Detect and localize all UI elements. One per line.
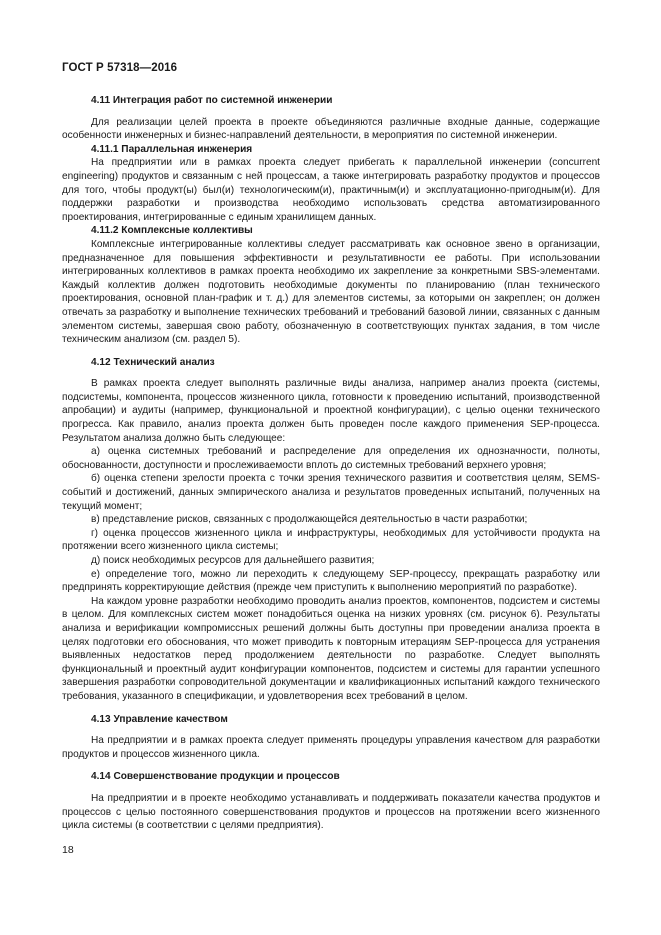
paragraph: На каждом уровне разработки необходимо проводить анализ проектов, компонентов, подсистем и системы в целом. Для комплексных систем может понадобиться оценка на низких уровнях (см. рисунок 6). Результаты анализа и верификации компромиссных решений должны быть доступны при проведении анализа проекта в целях подготовки его обоснования, что может приводить к повторным итерациям SEP-процесса для устранения выявленных недостатков перед продолжением деятельности по разработке. Следует выполнять функциональный и проектный аудит конфигурации компонентов, подсистем и системы для гарантии успешного завершения разработки сопроводительной документации и квалификационных испытаний каждого технического требования, указанного в спецификации, и удовлетворения всех требований в целом. xyxy=(62,595,600,702)
section-heading-4-11-2: 4.11.2 Комплексные коллективы xyxy=(91,225,253,237)
list-item: г) оценка процессов жизненного цикла и инфраструктуры, необходимых для устойчивости продукта на протяжении всего жизненного цикла системы; xyxy=(62,527,600,553)
list-item: д) поиск необходимых ресурсов для дальнейшего развития; xyxy=(91,555,375,566)
paragraph: На предприятии и в проекте необходимо устанавливать и поддерживать показатели качества продуктов и процессов с целью постоянного совершенствования продуктов и процессов на протяжении всего жизненного цикла системы (в соответствии с целями предприятия). xyxy=(62,792,600,832)
section-heading-4-14: 4.14 Совершенствование продукции и процессов xyxy=(91,771,340,783)
list-item: е) определение того, можно ли переходить к следующему SEP-процессу, прекращать разработку или предпринять корректирующие действия (прежде чем приступить к выполнению мероприятий по разработке). xyxy=(62,568,600,594)
paragraph: На предприятии или в рамках проекта следует прибегать к параллельной инженерии (concurrent engineering) продуктов и связанным с ней процессам, а также интегрировать разработку продуктов и процессов для того, чтобы продукт(ы) был(и) технологическим(и), практичным(и) и эксплуатационно-пригодным(и). Для поддержки разработки и производства необходимо использовать средства автоматизированного проектирования, интегрированные с единым хранилищем данных. xyxy=(62,157,600,223)
page-content xyxy=(62,94,600,833)
paragraph: В рамках проекта следует выполнять различные виды анализа, например анализ проекта (системы, подсистемы, компонента, процессов жизненного цикла, готовности к проведению испытаний, производственной апробации) и аудиты (например, функциональной и проектной конфигурации), с целью оценки технического прогресса. Как правило, анализ проекта должен быть проведен после каждого применения SEP-процесса. Результатом анализа должно быть следующее: xyxy=(62,378,600,444)
paragraph: Для реализации целей проекта в проекте объединяются различные входные данные, содержащие особенности инженерных и бизнес-направлений деятельности, в мероприятия по системной инженерии. xyxy=(62,116,600,142)
page-number: 18 xyxy=(62,844,74,856)
list-item: а) оценка системных требований и распределение для определения их однозначности, полноты, обоснованности, доступности и прослеживаемости вплоть до системных требований верхнего уровня; xyxy=(62,446,600,471)
section-heading-4-11: 4.11 Интеграция работ по системной инженерии xyxy=(91,95,333,106)
list-item: б) оценка степени зрелости проекта с точки зрения технического развития и соответствия целям, SEMS-событий и достижений, данных эмпирического анализа и результатов проведенных испытаний, полученных на текущий момент; xyxy=(62,473,600,512)
document-header: ГОСТ Р 57318—2016 xyxy=(62,62,178,74)
paragraph: Комплексные интегрированные коллективы следует рассматривать как основное звено в организации, предназначенное для повышения эффективности и результативности ее работы. При использовании интегрированных коллективов в рамках проекта необходимо их закрепление за конкретными SBS-элементами. Каждый коллектив должен подготовить необходимые документы по планированию (план технического проектирования, основной план-график и т. д.) для элементов системы, за которыми он закреплен; он должен отвечать за разработку и выполнение технических требований и требований базовой линии, связанных с данным элементом системы, завершая свою работу, обозначенную в соответствующих пунктах задания, в том числе техническим анализом (см. раздел 5). xyxy=(62,238,600,346)
section-heading-4-11-1: 4.11.1 Параллельная инженерия xyxy=(91,143,253,155)
section-heading-4-12: 4.12 Технический анализ xyxy=(91,356,215,368)
section-heading-4-13: 4.13 Управление качеством xyxy=(91,713,228,725)
list-item: в) представление рисков, связанных с продолжающейся деятельностью в части разработки; xyxy=(91,514,528,526)
paragraph: На предприятии и в рамках проекта следует применять процедуры управления качеством для разработки продуктов и процессов жизненного цикла. xyxy=(62,735,600,760)
